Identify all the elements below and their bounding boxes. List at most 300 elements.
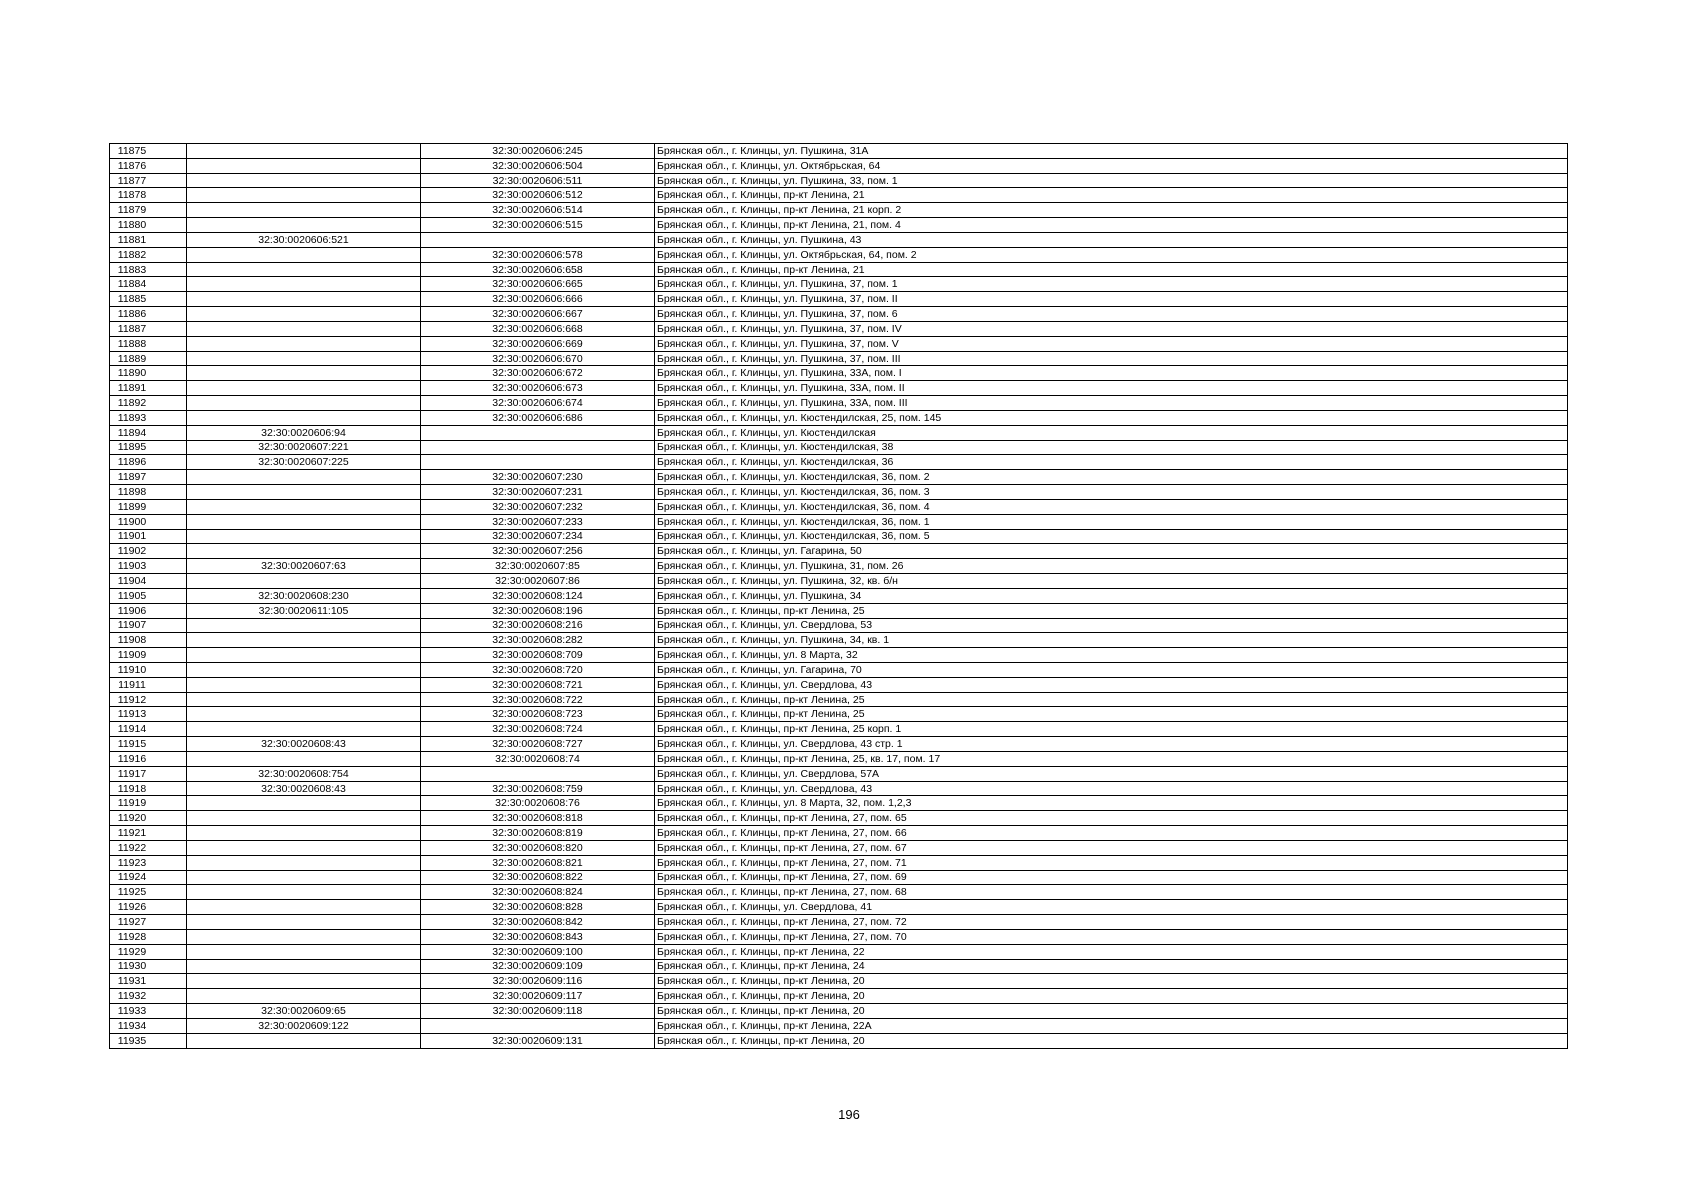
table-row [110, 307, 1568, 322]
address-cell: Брянская обл., г. Клинцы, пр-кт Ленина, 27, пом. 72 [655, 915, 1568, 930]
parcel-number-cell [187, 811, 421, 826]
parcel-number-cell [187, 929, 421, 944]
parcel-number-cell [187, 826, 421, 841]
row-number-cell: 11926 [110, 900, 187, 915]
row-number-cell: 11875 [110, 144, 187, 159]
parcel-number-cell [187, 840, 421, 855]
parcel-number-cell [187, 203, 421, 218]
parcel-number-cell [187, 158, 421, 173]
object-number-cell: 32:30:0020609:117 [421, 989, 655, 1004]
object-number-cell: 32:30:0020606:669 [421, 336, 655, 351]
parcel-number-cell [187, 262, 421, 277]
parcel-number-cell [187, 900, 421, 915]
table-row [110, 840, 1568, 855]
parcel-number-cell [187, 381, 421, 396]
parcel-number-cell [187, 885, 421, 900]
row-number-cell: 11880 [110, 218, 187, 233]
address-cell: Брянская обл., г. Клинцы, пр-кт Ленина, 27, пом. 65 [655, 811, 1568, 826]
object-number-cell: 32:30:0020607:232 [421, 499, 655, 514]
address-cell: Брянская обл., г. Клинцы, пр-кт Ленина, 24 [655, 959, 1568, 974]
table-row [110, 915, 1568, 930]
row-number-cell: 11927 [110, 915, 187, 930]
parcel-number-cell [187, 366, 421, 381]
parcel-number-cell: 32:30:0020608:754 [187, 766, 421, 781]
table-row [110, 633, 1568, 648]
property-table [109, 143, 1568, 1049]
address-cell: Брянская обл., г. Клинцы, пр-кт Ленина, 21 корп. 2 [655, 203, 1568, 218]
table-row [110, 144, 1568, 159]
table-row [110, 885, 1568, 900]
object-number-cell: 32:30:0020608:819 [421, 826, 655, 841]
parcel-number-cell: 32:30:0020608:43 [187, 737, 421, 752]
row-number-cell: 11910 [110, 662, 187, 677]
parcel-number-cell: 32:30:0020607:225 [187, 455, 421, 470]
object-number-cell: 32:30:0020606:504 [421, 158, 655, 173]
object-number-cell [421, 232, 655, 247]
object-number-cell: 32:30:0020608:828 [421, 900, 655, 915]
address-cell: Брянская обл., г. Клинцы, ул. Пушкина, 37, пом. 6 [655, 307, 1568, 322]
row-number-cell: 11933 [110, 1004, 187, 1019]
parcel-number-cell [187, 499, 421, 514]
table-row [110, 989, 1568, 1004]
address-cell: Брянская обл., г. Клинцы, ул. Свердлова, 53 [655, 618, 1568, 633]
parcel-number-cell [187, 722, 421, 737]
parcel-number-cell: 32:30:0020607:221 [187, 440, 421, 455]
row-number-cell: 11885 [110, 292, 187, 307]
object-number-cell [421, 1018, 655, 1033]
address-cell: Брянская обл., г. Клинцы, пр-кт Ленина, 27, пом. 70 [655, 929, 1568, 944]
parcel-number-cell [187, 470, 421, 485]
table-row [110, 425, 1568, 440]
object-number-cell: 32:30:0020607:230 [421, 470, 655, 485]
row-number-cell: 11912 [110, 692, 187, 707]
row-number-cell: 11920 [110, 811, 187, 826]
address-cell: Брянская обл., г. Клинцы, ул. 8 Марта, 32, пом. 1,2,3 [655, 796, 1568, 811]
table-row [110, 959, 1568, 974]
object-number-cell: 32:30:0020606:670 [421, 351, 655, 366]
row-number-cell: 11894 [110, 425, 187, 440]
object-number-cell: 32:30:0020608:842 [421, 915, 655, 930]
parcel-number-cell: 32:30:0020609:65 [187, 1004, 421, 1019]
address-cell: Брянская обл., г. Клинцы, пр-кт Ленина, 27, пом. 68 [655, 885, 1568, 900]
table-body [110, 144, 1568, 1049]
object-number-cell: 32:30:0020607:256 [421, 544, 655, 559]
object-number-cell: 32:30:0020606:673 [421, 381, 655, 396]
address-cell: Брянская обл., г. Клинцы, ул. Кюстендилская, 36, пом. 5 [655, 529, 1568, 544]
object-number-cell: 32:30:0020606:672 [421, 366, 655, 381]
object-number-cell: 32:30:0020607:231 [421, 485, 655, 500]
row-number-cell: 11923 [110, 855, 187, 870]
row-number-cell: 11921 [110, 826, 187, 841]
table-row [110, 618, 1568, 633]
row-number-cell: 11888 [110, 336, 187, 351]
object-number-cell: 32:30:0020606:665 [421, 277, 655, 292]
object-number-cell: 32:30:0020606:668 [421, 321, 655, 336]
object-number-cell: 32:30:0020607:86 [421, 574, 655, 589]
address-cell: Брянская обл., г. Клинцы, ул. Свердлова, 43 [655, 781, 1568, 796]
table-row [110, 588, 1568, 603]
table-row [110, 603, 1568, 618]
parcel-number-cell [187, 855, 421, 870]
address-cell: Брянская обл., г. Клинцы, пр-кт Ленина, 20 [655, 1033, 1568, 1048]
table-row [110, 485, 1568, 500]
table-row [110, 247, 1568, 262]
row-number-cell: 11931 [110, 974, 187, 989]
address-cell: Брянская обл., г. Клинцы, ул. Кюстендилская, 25, пом. 145 [655, 410, 1568, 425]
row-number-cell: 11899 [110, 499, 187, 514]
address-cell: Брянская обл., г. Клинцы, пр-кт Ленина, 25 [655, 707, 1568, 722]
address-cell: Брянская обл., г. Клинцы, ул. Октябрьская, 64 [655, 158, 1568, 173]
table-row [110, 974, 1568, 989]
table-row [110, 559, 1568, 574]
row-number-cell: 11898 [110, 485, 187, 500]
row-number-cell: 11876 [110, 158, 187, 173]
parcel-number-cell [187, 321, 421, 336]
address-cell: Брянская обл., г. Клинцы, ул. Пушкина, 37, пом. 1 [655, 277, 1568, 292]
address-cell: Брянская обл., г. Клинцы, ул. Гагарина, 50 [655, 544, 1568, 559]
table-row [110, 514, 1568, 529]
row-number-cell: 11925 [110, 885, 187, 900]
row-number-cell: 11889 [110, 351, 187, 366]
parcel-number-cell [187, 870, 421, 885]
parcel-number-cell [187, 247, 421, 262]
object-number-cell: 32:30:0020608:724 [421, 722, 655, 737]
row-number-cell: 11929 [110, 944, 187, 959]
row-number-cell: 11903 [110, 559, 187, 574]
table-row [110, 677, 1568, 692]
parcel-number-cell [187, 662, 421, 677]
parcel-number-cell [187, 648, 421, 663]
row-number-cell: 11907 [110, 618, 187, 633]
parcel-number-cell: 32:30:0020606:94 [187, 425, 421, 440]
table-row [110, 203, 1568, 218]
table-row [110, 381, 1568, 396]
table-row [110, 158, 1568, 173]
object-number-cell: 32:30:0020608:821 [421, 855, 655, 870]
table-row [110, 826, 1568, 841]
parcel-number-cell: 32:30:0020608:43 [187, 781, 421, 796]
address-cell: Брянская обл., г. Клинцы, ул. Свердлова, 43 [655, 677, 1568, 692]
table-row [110, 232, 1568, 247]
row-number-cell: 11890 [110, 366, 187, 381]
object-number-cell [421, 440, 655, 455]
row-number-cell: 11930 [110, 959, 187, 974]
parcel-number-cell: 32:30:0020609:122 [187, 1018, 421, 1033]
table-row [110, 855, 1568, 870]
address-cell: Брянская обл., г. Клинцы, пр-кт Ленина, 25 корп. 1 [655, 722, 1568, 737]
table-row [110, 455, 1568, 470]
address-cell: Брянская обл., г. Клинцы, ул. Пушкина, 37, пом. III [655, 351, 1568, 366]
object-number-cell: 32:30:0020608:76 [421, 796, 655, 811]
row-number-cell: 11922 [110, 840, 187, 855]
address-cell: Брянская обл., г. Клинцы, ул. Пушкина, 34 [655, 588, 1568, 603]
object-number-cell: 32:30:0020608:196 [421, 603, 655, 618]
parcel-number-cell: 32:30:0020611:105 [187, 603, 421, 618]
table-row [110, 292, 1568, 307]
parcel-number-cell: 32:30:0020606:521 [187, 232, 421, 247]
table-row [110, 1033, 1568, 1048]
address-cell: Брянская обл., г. Клинцы, пр-кт Ленина, 27, пом. 67 [655, 840, 1568, 855]
address-cell: Брянская обл., г. Клинцы, ул. Пушкина, 32, кв. б/н [655, 574, 1568, 589]
row-number-cell: 11893 [110, 410, 187, 425]
row-number-cell: 11928 [110, 929, 187, 944]
object-number-cell: 32:30:0020606:666 [421, 292, 655, 307]
row-number-cell: 11913 [110, 707, 187, 722]
row-number-cell: 11904 [110, 574, 187, 589]
row-number-cell: 11877 [110, 173, 187, 188]
table-row [110, 173, 1568, 188]
parcel-number-cell [187, 188, 421, 203]
parcel-number-cell [187, 707, 421, 722]
object-number-cell: 32:30:0020608:282 [421, 633, 655, 648]
address-cell: Брянская обл., г. Клинцы, пр-кт Ленина, 20 [655, 1004, 1568, 1019]
row-number-cell: 11902 [110, 544, 187, 559]
address-cell: Брянская обл., г. Клинцы, ул. Октябрьская, 64, пом. 2 [655, 247, 1568, 262]
object-number-cell: 32:30:0020606:674 [421, 396, 655, 411]
row-number-cell: 11887 [110, 321, 187, 336]
table-row [110, 662, 1568, 677]
address-cell: Брянская обл., г. Клинцы, ул. Кюстендилская, 38 [655, 440, 1568, 455]
row-number-cell: 11891 [110, 381, 187, 396]
row-number-cell: 11884 [110, 277, 187, 292]
parcel-number-cell [187, 633, 421, 648]
address-cell: Брянская обл., г. Клинцы, ул. Кюстендилская, 36, пом. 2 [655, 470, 1568, 485]
row-number-cell: 11914 [110, 722, 187, 737]
address-cell: Брянская обл., г. Клинцы, ул. Пушкина, 37, пом. IV [655, 321, 1568, 336]
parcel-number-cell [187, 514, 421, 529]
parcel-number-cell [187, 351, 421, 366]
table-row [110, 1004, 1568, 1019]
parcel-number-cell [187, 277, 421, 292]
row-number-cell: 11896 [110, 455, 187, 470]
parcel-number-cell [187, 751, 421, 766]
row-number-cell: 11881 [110, 232, 187, 247]
parcel-number-cell [187, 574, 421, 589]
table-row [110, 766, 1568, 781]
address-cell: Брянская обл., г. Клинцы, пр-кт Ленина, 20 [655, 989, 1568, 1004]
parcel-number-cell [187, 974, 421, 989]
object-number-cell: 32:30:0020606:515 [421, 218, 655, 233]
table-row [110, 218, 1568, 233]
address-cell: Брянская обл., г. Клинцы, ул. Свердлова, 43 стр. 1 [655, 737, 1568, 752]
address-cell: Брянская обл., г. Клинцы, ул. Свердлова, 57А [655, 766, 1568, 781]
row-number-cell: 11892 [110, 396, 187, 411]
object-number-cell: 32:30:0020608:818 [421, 811, 655, 826]
table-row [110, 929, 1568, 944]
object-number-cell: 32:30:0020606:686 [421, 410, 655, 425]
object-number-cell: 32:30:0020608:820 [421, 840, 655, 855]
address-cell: Брянская обл., г. Клинцы, пр-кт Ленина, 21 [655, 262, 1568, 277]
row-number-cell: 11911 [110, 677, 187, 692]
object-number-cell [421, 425, 655, 440]
object-number-cell: 32:30:0020607:234 [421, 529, 655, 544]
table-row [110, 351, 1568, 366]
address-cell: Брянская обл., г. Клинцы, ул. Свердлова, 41 [655, 900, 1568, 915]
table-row [110, 811, 1568, 826]
table-row [110, 900, 1568, 915]
row-number-cell: 11934 [110, 1018, 187, 1033]
row-number-cell: 11883 [110, 262, 187, 277]
parcel-number-cell [187, 544, 421, 559]
parcel-number-cell [187, 485, 421, 500]
row-number-cell: 11935 [110, 1033, 187, 1048]
parcel-number-cell: 32:30:0020608:230 [187, 588, 421, 603]
address-cell: Брянская обл., г. Клинцы, пр-кт Ленина, 21 [655, 188, 1568, 203]
address-cell: Брянская обл., г. Клинцы, ул. Пушкина, 33, пом. 1 [655, 173, 1568, 188]
parcel-number-cell [187, 410, 421, 425]
object-number-cell: 32:30:0020606:245 [421, 144, 655, 159]
parcel-number-cell [187, 692, 421, 707]
object-number-cell: 32:30:0020609:131 [421, 1033, 655, 1048]
parcel-number-cell [187, 218, 421, 233]
address-cell: Брянская обл., г. Клинцы, ул. Пушкина, 37, пом. II [655, 292, 1568, 307]
object-number-cell: 32:30:0020609:109 [421, 959, 655, 974]
row-number-cell: 11905 [110, 588, 187, 603]
parcel-number-cell [187, 796, 421, 811]
address-cell: Брянская обл., г. Клинцы, ул. Гагарина, 70 [655, 662, 1568, 677]
table-row [110, 796, 1568, 811]
address-cell: Брянская обл., г. Клинцы, пр-кт Ленина, 25, кв. 17, пом. 17 [655, 751, 1568, 766]
row-number-cell: 11901 [110, 529, 187, 544]
row-number-cell: 11906 [110, 603, 187, 618]
parcel-number-cell [187, 915, 421, 930]
table-row [110, 751, 1568, 766]
table-row [110, 499, 1568, 514]
object-number-cell: 32:30:0020608:124 [421, 588, 655, 603]
table-row [110, 737, 1568, 752]
parcel-number-cell [187, 396, 421, 411]
parcel-number-cell [187, 144, 421, 159]
address-cell: Брянская обл., г. Клинцы, пр-кт Ленина, 20 [655, 974, 1568, 989]
parcel-number-cell: 32:30:0020607:63 [187, 559, 421, 574]
object-number-cell: 32:30:0020608:709 [421, 648, 655, 663]
table-row [110, 366, 1568, 381]
parcel-number-cell [187, 989, 421, 1004]
table-row [110, 277, 1568, 292]
table-row [110, 529, 1568, 544]
parcel-number-cell [187, 959, 421, 974]
row-number-cell: 11882 [110, 247, 187, 262]
parcel-number-cell [187, 336, 421, 351]
row-number-cell: 11879 [110, 203, 187, 218]
row-number-cell: 11916 [110, 751, 187, 766]
row-number-cell: 11886 [110, 307, 187, 322]
object-number-cell: 32:30:0020609:118 [421, 1004, 655, 1019]
address-cell: Брянская обл., г. Клинцы, ул. Кюстендилская [655, 425, 1568, 440]
row-number-cell: 11908 [110, 633, 187, 648]
table-row [110, 440, 1568, 455]
address-cell: Брянская обл., г. Клинцы, пр-кт Ленина, 22 [655, 944, 1568, 959]
address-cell: Брянская обл., г. Клинцы, ул. Кюстендилская, 36 [655, 455, 1568, 470]
parcel-number-cell [187, 173, 421, 188]
table-row [110, 262, 1568, 277]
object-number-cell: 32:30:0020609:116 [421, 974, 655, 989]
object-number-cell: 32:30:0020608:822 [421, 870, 655, 885]
object-number-cell: 32:30:0020608:759 [421, 781, 655, 796]
object-number-cell: 32:30:0020608:721 [421, 677, 655, 692]
object-number-cell: 32:30:0020608:722 [421, 692, 655, 707]
address-cell: Брянская обл., г. Клинцы, ул. Кюстендилская, 36, пом. 3 [655, 485, 1568, 500]
object-number-cell: 32:30:0020608:720 [421, 662, 655, 677]
object-number-cell: 32:30:0020608:824 [421, 885, 655, 900]
object-number-cell [421, 766, 655, 781]
parcel-number-cell [187, 1033, 421, 1048]
row-number-cell: 11909 [110, 648, 187, 663]
row-number-cell: 11878 [110, 188, 187, 203]
table-row [110, 470, 1568, 485]
row-number-cell: 11917 [110, 766, 187, 781]
table-row [110, 692, 1568, 707]
object-number-cell: 32:30:0020606:658 [421, 262, 655, 277]
object-number-cell [421, 455, 655, 470]
address-cell: Брянская обл., г. Клинцы, пр-кт Ленина, 22А [655, 1018, 1568, 1033]
address-cell: Брянская обл., г. Клинцы, ул. Пушкина, 43 [655, 232, 1568, 247]
table-row [110, 944, 1568, 959]
address-cell: Брянская обл., г. Клинцы, ул. Пушкина, 37, пом. V [655, 336, 1568, 351]
table-row [110, 870, 1568, 885]
address-cell: Брянская обл., г. Клинцы, ул. Пушкина, 33А, пом. II [655, 381, 1568, 396]
row-number-cell: 11915 [110, 737, 187, 752]
address-cell: Брянская обл., г. Клинцы, пр-кт Ленина, 25 [655, 692, 1568, 707]
address-cell: Брянская обл., г. Клинцы, ул. Пушкина, 31А [655, 144, 1568, 159]
table-row [110, 707, 1568, 722]
object-number-cell: 32:30:0020608:723 [421, 707, 655, 722]
address-cell: Брянская обл., г. Клинцы, ул. Пушкина, 34, кв. 1 [655, 633, 1568, 648]
row-number-cell: 11897 [110, 470, 187, 485]
object-number-cell: 32:30:0020607:85 [421, 559, 655, 574]
table-row [110, 1018, 1568, 1033]
object-number-cell: 32:30:0020608:843 [421, 929, 655, 944]
object-number-cell: 32:30:0020608:74 [421, 751, 655, 766]
row-number-cell: 11932 [110, 989, 187, 1004]
address-cell: Брянская обл., г. Клинцы, ул. 8 Марта, 32 [655, 648, 1568, 663]
table-row [110, 321, 1568, 336]
table-row [110, 188, 1568, 203]
row-number-cell: 11895 [110, 440, 187, 455]
object-number-cell: 32:30:0020606:511 [421, 173, 655, 188]
table-row [110, 648, 1568, 663]
address-cell: Брянская обл., г. Клинцы, ул. Пушкина, 33А, пом. III [655, 396, 1568, 411]
parcel-number-cell [187, 944, 421, 959]
table-row [110, 410, 1568, 425]
object-number-cell: 32:30:0020606:667 [421, 307, 655, 322]
object-number-cell: 32:30:0020606:512 [421, 188, 655, 203]
object-number-cell: 32:30:0020606:578 [421, 247, 655, 262]
row-number-cell: 11919 [110, 796, 187, 811]
parcel-number-cell [187, 307, 421, 322]
address-cell: Брянская обл., г. Клинцы, ул. Кюстендилская, 36, пом. 1 [655, 514, 1568, 529]
table-row [110, 396, 1568, 411]
address-cell: Брянская обл., г. Клинцы, пр-кт Ленина, 27, пом. 69 [655, 870, 1568, 885]
table-row [110, 722, 1568, 737]
address-cell: Брянская обл., г. Клинцы, пр-кт Ленина, 27, пом. 71 [655, 855, 1568, 870]
object-number-cell: 32:30:0020608:727 [421, 737, 655, 752]
parcel-number-cell [187, 292, 421, 307]
address-cell: Брянская обл., г. Клинцы, пр-кт Ленина, 25 [655, 603, 1568, 618]
address-cell: Брянская обл., г. Клинцы, ул. Кюстендилская, 36, пом. 4 [655, 499, 1568, 514]
table-row [110, 544, 1568, 559]
table-row [110, 336, 1568, 351]
address-cell: Брянская обл., г. Клинцы, ул. Пушкина, 33А, пом. I [655, 366, 1568, 381]
table-row [110, 574, 1568, 589]
object-number-cell: 32:30:0020607:233 [421, 514, 655, 529]
address-cell: Брянская обл., г. Клинцы, ул. Пушкина, 31, пом. 26 [655, 559, 1568, 574]
address-cell: Брянская обл., г. Клинцы, пр-кт Ленина, 27, пом. 66 [655, 826, 1568, 841]
table-row [110, 781, 1568, 796]
object-number-cell: 32:30:0020608:216 [421, 618, 655, 633]
page-number: 196 [838, 1107, 860, 1122]
row-number-cell: 11900 [110, 514, 187, 529]
